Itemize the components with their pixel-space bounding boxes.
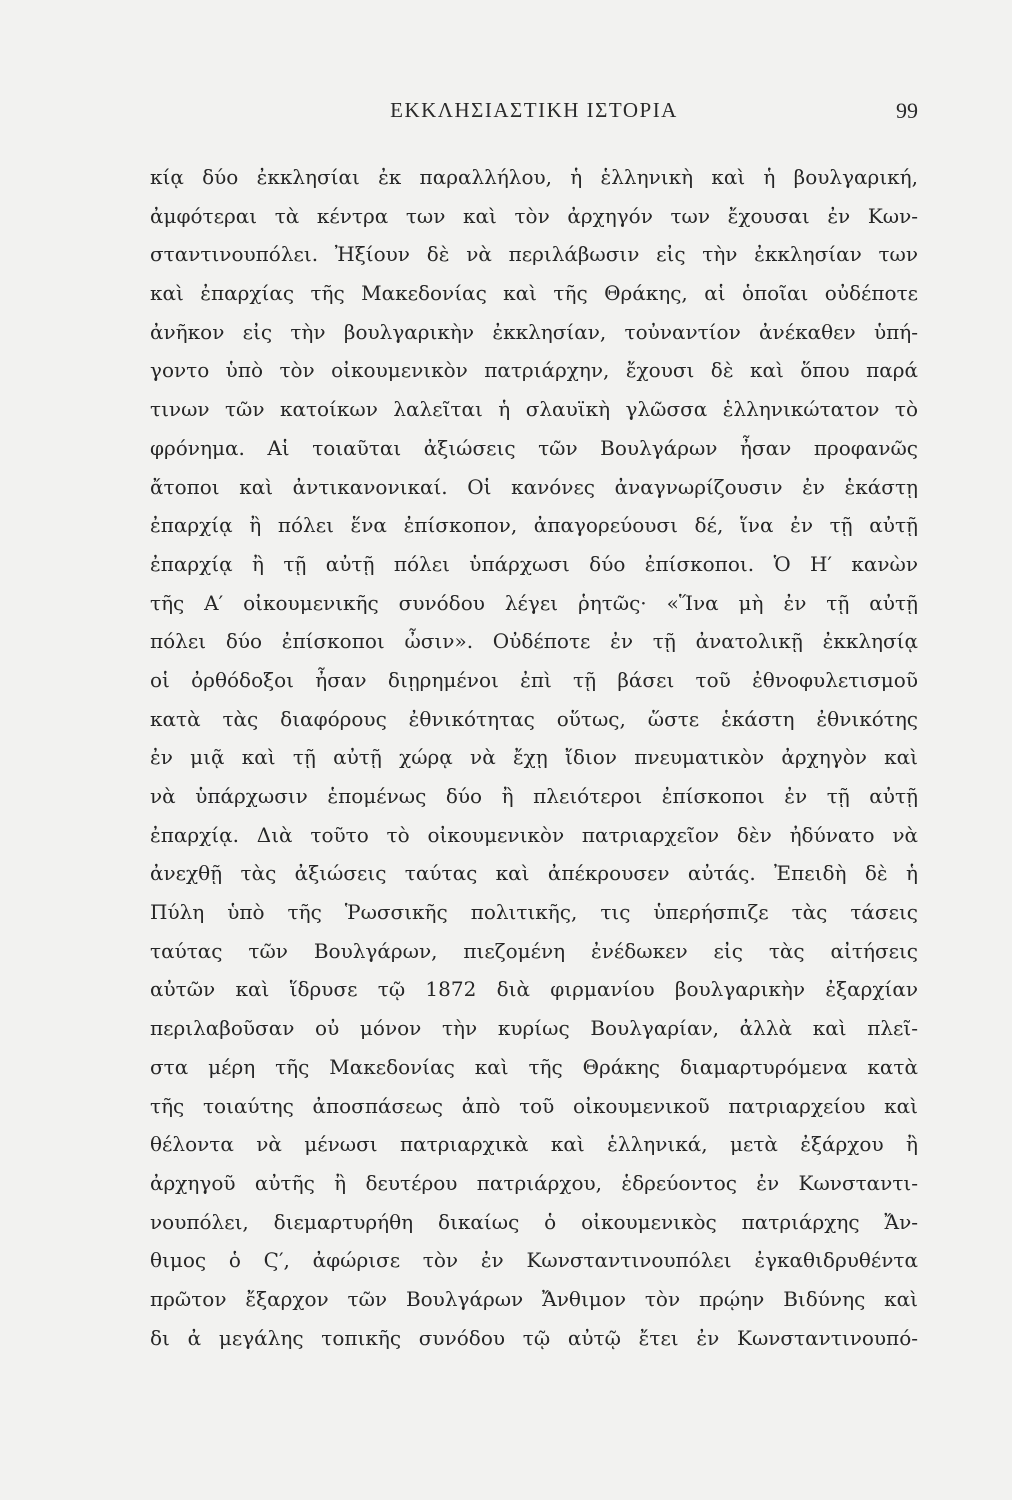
text-line: ἀνεχθῇ τὰς ἀξιώσεις ταύτας καὶ ἀπέκρουσεν αὐτάς. Ἐπειδὴ δὲ ἡ	[150, 861, 918, 886]
text-line: ἐπαρχίᾳ ἢ τῇ αὐτῇ πόλει ὑπάρχωσι δύο ἐπίσκοποι. Ὁ Η′ κανὼν	[150, 551, 918, 576]
text-line: ἀνῆκον εἰς τὴν βουλγαρικὴν ἐκκλησίαν, τοὐναντίον ἀνέκαθεν ὑπή-	[150, 319, 918, 344]
text-line: καὶ ἐπαρχίας τῆς Μακεδονίας καὶ τῆς Θράκης, αἱ ὁποῖαι οὐδέποτε	[150, 281, 918, 306]
text-line: πρῶτον ἔξαρχον τῶν Βουλγάρων Ἄνθιμον τὸν πρῴην Βιδύνης καὶ	[150, 1286, 918, 1311]
text-line: τῆς τοιαύτης ἀποσπάσεως ἀπὸ τοῦ οἰκουμενικοῦ πατριαρχείου καὶ	[150, 1093, 918, 1118]
text-line: θέλοντα νὰ μένωσι πατριαρχικὰ καὶ ἑλληνικά, μετὰ ἐξάρχου ἢ	[150, 1132, 918, 1157]
text-line: ἐπαρχίᾳ ἢ πόλει ἕνα ἐπίσκοπον, ἀπαγορεύουσι δέ, ἵνα ἐν τῇ αὐτῇ	[150, 513, 918, 538]
text-line: οἱ ὀρθόδοξοι ἦσαν διῃρημένοι ἐπὶ τῇ βάσει τοῦ ἐθνοφυλετισμοῦ	[150, 667, 918, 692]
text-line: κατὰ τὰς διαφόρους ἐθνικότητας οὕτως, ὥστε ἑκάστη ἐθνικότης	[150, 706, 918, 731]
text-line: ἄτοποι καὶ ἀντικανονικαί. Οἱ κανόνες ἀναγνωρίζουσιν ἐν ἑκάστῃ	[150, 474, 918, 499]
text-line: ἐν μιᾷ καὶ τῇ αὐτῇ χώρᾳ νὰ ἔχῃ ἴδιον πνευματικὸν ἀρχηγὸν καὶ	[150, 745, 918, 770]
text-line: ἀρχηγοῦ αὐτῆς ἢ δευτέρου πατριάρχου, ἑδρεύοντος ἐν Κωνσταντι-	[150, 1170, 918, 1195]
text-line: ταύτας τῶν Βουλγάρων, πιεζομένη ἐνέδωκεν εἰς τὰς αἰτήσεις	[150, 938, 918, 963]
text-line: τῆς Α′ οἰκουμενικῆς συνόδου λέγει ῥητῶς· «Ἵνα μὴ ἐν τῇ αὐτῇ	[150, 590, 918, 615]
text-line: αὐτῶν καὶ ἵδρυσε τῷ 1872 διὰ φιρμανίου βουλγαρικὴν ἐξαρχίαν	[150, 977, 918, 1002]
text-line: περιλαβοῦσαν οὐ μόνον τὴν κυρίως Βουλγαρίαν, ἀλλὰ καὶ πλεῖ-	[150, 1016, 918, 1041]
text-line: στα μέρη τῆς Μακεδονίας καὶ τῆς Θράκης διαμαρτυρόμενα κατὰ	[150, 1054, 918, 1079]
text-line: τινων τῶν κατοίκων λαλεῖται ἡ σλαυϊκὴ γλῶσσα ἑλληνικώτατον τὸ	[150, 397, 918, 422]
text-line: κίᾳ δύο ἐκκλησίαι ἐκ παραλλήλου, ἡ ἑλληνικὴ καὶ ἡ βουλγαρική,	[150, 165, 918, 189]
text-line: ἀμφότεραι τὰ κέντρα των καὶ τὸν ἀρχηγόν των ἔχουσαι ἐν Κων-	[150, 203, 918, 228]
text-line: σταντινουπόλει. Ἠξίουν δὲ νὰ περιλάβωσιν εἰς τὴν ἐκκλησίαν των	[150, 242, 918, 267]
page-header	[150, 98, 918, 134]
text-line: νουπόλει, διεμαρτυρήθη δικαίως ὁ οἰκουμενικὸς πατριάρχης Ἄν-	[150, 1209, 918, 1234]
text-line: θιμος ὁ Ϛ′, ἀφώρισε τὸν ἐν Κωνσταντινουπόλει ἐγκαθιδρυθέντα	[150, 1248, 918, 1273]
text-line: νὰ ὑπάρχωσιν ἑπομένως δύο ἢ πλειότεροι ἐπίσκοποι ἐν τῇ αὐτῇ	[150, 784, 918, 808]
body-text	[150, 158, 918, 1357]
page-number: 99	[896, 98, 918, 123]
text-line: ἐπαρχίᾳ. Διὰ τοῦτο τὸ οἰκουμενικὸν πατριαρχεῖον δὲν ἠδύνατο νὰ	[150, 822, 918, 847]
text-line: δι ἀ μεγάλης τοπικῆς συνόδου τῷ αὐτῷ ἔτει ἐν Κωνσταντινουπό-	[150, 1325, 918, 1350]
text-line: πόλει δύο ἐπίσκοποι ὦσιν». Οὐδέποτε ἐν τῇ ἀνατολικῇ ἐκκλησίᾳ	[150, 629, 918, 654]
text-line: Πύλη ὑπὸ τῆς Ῥωσσικῆς πολιτικῆς, τις ὑπερήσπιζε τὰς τάσεις	[150, 900, 918, 925]
running-head: ΕΚΚΛΗΣΙΑΣΤΙΚΗ ΙΣΤΟΡΙΑ	[390, 98, 678, 122]
text-line: γοντο ὑπὸ τὸν οἰκουμενικὸν πατριάρχην, ἔχουσι δὲ καὶ ὅπου παρά	[150, 358, 918, 383]
text-line: φρόνημα. Αἱ τοιαῦται ἀξιώσεις τῶν Βουλγάρων ἦσαν προφανῶς	[150, 435, 918, 460]
